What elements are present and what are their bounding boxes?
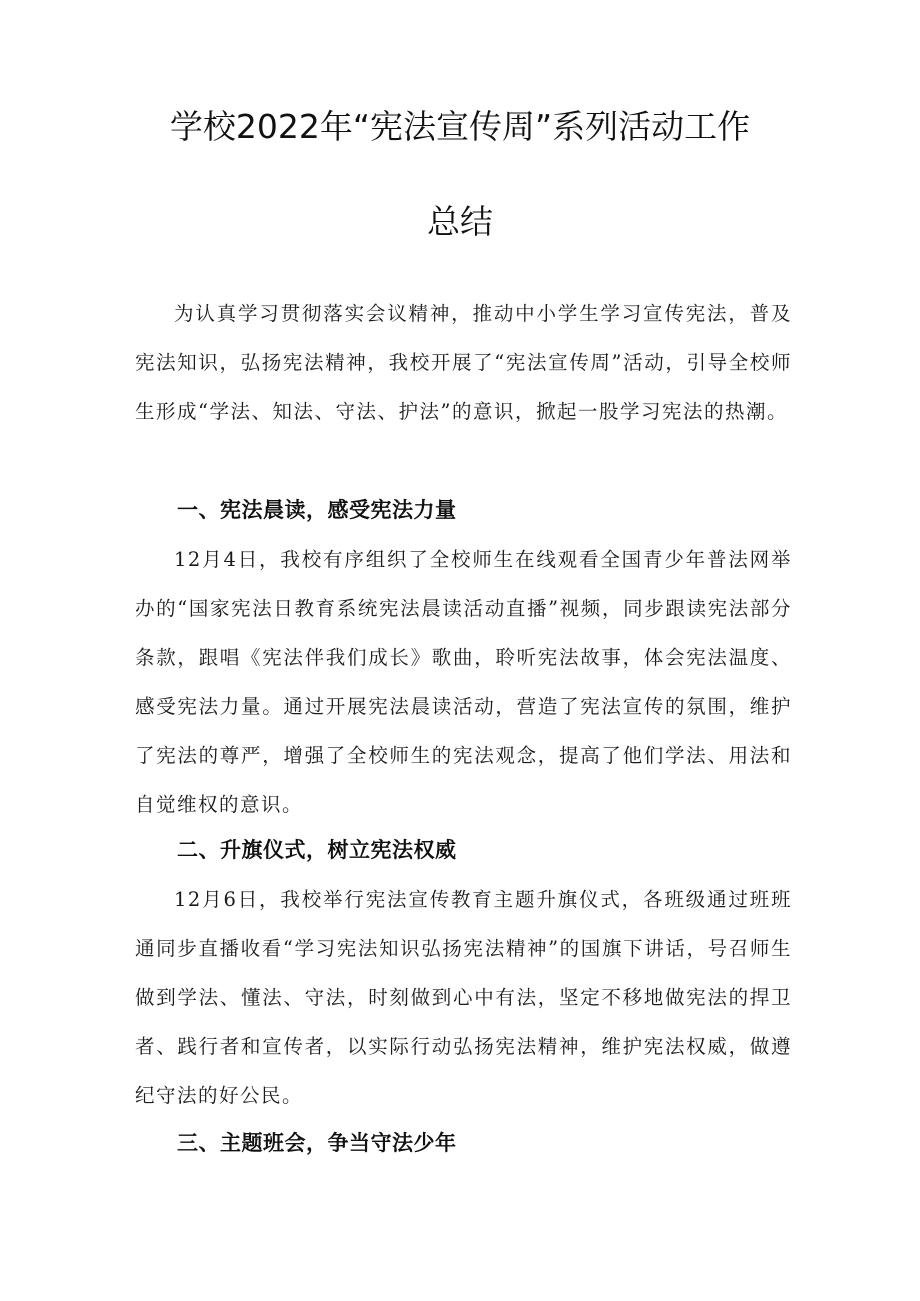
section-2-heading: 二、升旗仪式，树立宪法权威 [177, 838, 457, 862]
section-2-paragraph: 12月6日，我校举行宪法宣传教育主题升旗仪式，各班级通过班班通同步直播收看“学习宪法知识弘扬宪法精神”的国旗下讲话，号召师生做到学法、懂法、守法，时刻做到心中有法，坚定不移地做宪法的捍卫者、践行者和宣传者，以实际行动弘扬宪法精神，维护宪法权威，做遵纪守法的好公民。 [135, 888, 792, 1107]
section-1-paragraph: 12月4日，我校有序组织了全校师生在线观看全国青少年普法网举办的“国家宪法日教育系统宪法晨读活动直播”视频，同步跟读宪法部分条款，跟唱《宪法伴我们成长》歌曲，聆听宪法故事，体会宪法温度、感受宪法力量。通过开展宪法晨读活动，营造了宪法宣传的氛围，维护了宪法的尊严，增强了全校师生的宪法观念，提高了他们学法、用法和自觉维权的意识。 [135, 548, 792, 816]
document-title-line-1: 学校2022年“宪法宣传周”系列活动工作 [169, 107, 751, 146]
section-3-heading: 三、主题班会，争当守法少年 [177, 1131, 457, 1155]
document-title-line-2: 总结 [427, 202, 493, 241]
section-1-heading: 一、宪法晨读，感受宪法力量 [177, 498, 457, 522]
intro-paragraph: 为认真学习贯彻落实会议精神，推动中小学生学习宣传宪法，普及宪法知识，弘扬宪法精神，我校开展了“宪法宣传周”活动，引导全校师生形成“学法、知法、守法、护法”的意识，掀起一股学习宪法的热潮。 [135, 302, 792, 423]
